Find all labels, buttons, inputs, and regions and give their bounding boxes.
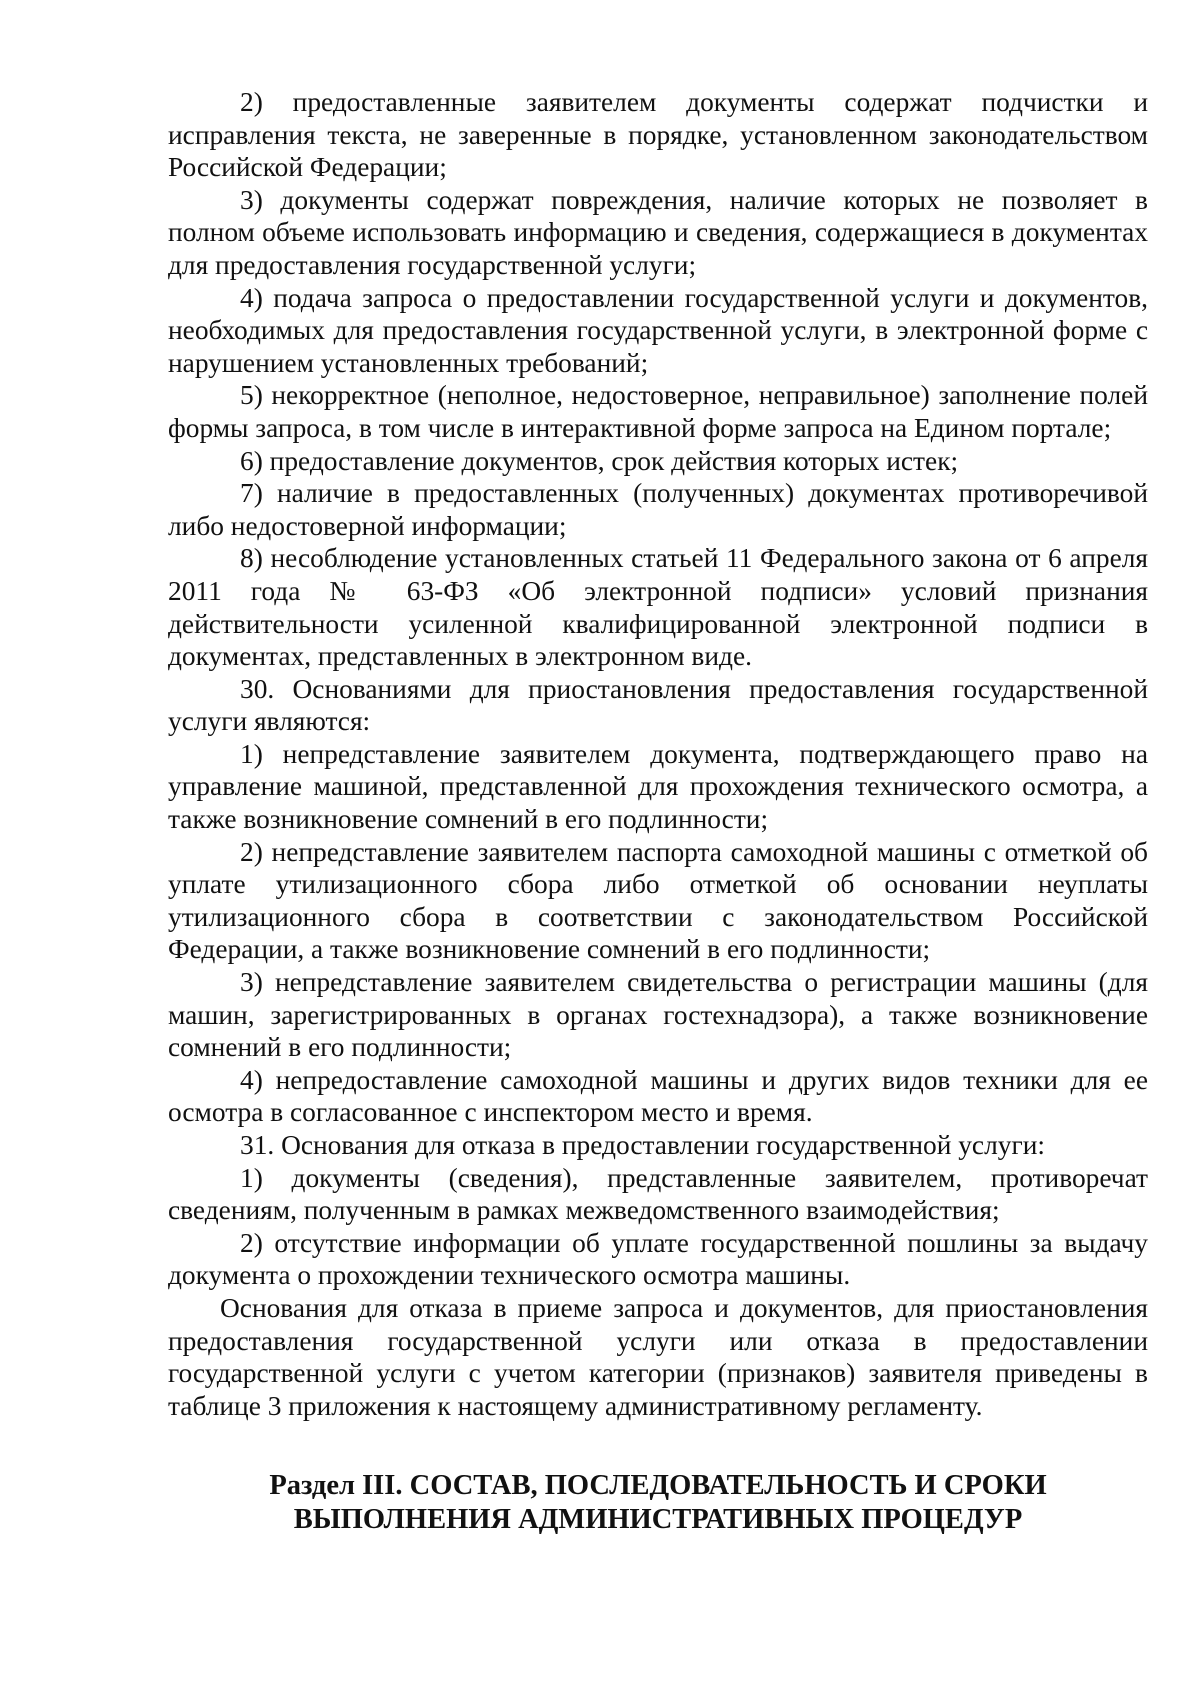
paragraph-clause-30-item-3: 3) непредставление заявителем свидетельства о регистрации машины (для машин, зарегистрированных в органах гостехнадзора), а также возникновение сомнений в его подлинности;: [168, 967, 1148, 1063]
paragraph-clause-30: 30. Основаниями для приостановления предоставления государственной услуги являются:: [168, 673, 1148, 737]
paragraph-item-7: 7) наличие в предоставленных (полученных) документах противоречивой либо недостоверной информации;: [168, 478, 1148, 541]
paragraph-clause-31-item-1: 1) документы (сведения), представленные заявителем, противоречат сведениям, полученным в рамках межведомственного взаимодействия;: [168, 1162, 1148, 1226]
paragraph-item-2: 2) предоставленные заявителем документы содержат подчистки и исправления текста, не заверенные в порядке, установленном законодательством Российской Федерации;: [168, 87, 1148, 183]
paragraph-item-6: 6) предоставление документов, срок действия которых истек;: [240, 445, 959, 476]
paragraph-refusal-grounds: Основания для отказа в приеме запроса и документов, для приостановления предоставления государственной услуги или отказа в предоставлении государственной услуги с учетом категории (признаков) заявителя приведены в таблице 3 приложения к настоящему административному регламенту.: [168, 1292, 1148, 1421]
paragraph-clause-30-item-4: 4) непредоставление самоходной машины и других видов техники для ее осмотра в согласованное с инспектором место и время.: [168, 1064, 1148, 1128]
section-heading: [168, 1469, 1148, 1537]
document-body: [168, 86, 1148, 1422]
paragraph-clause-30-item-1: 1) непредставление заявителем документа, подтверждающего право на управление машиной, представленной для прохождения технического осмотра, а также возникновение сомнений в его подлинности;: [168, 738, 1148, 835]
paragraph-item-4: 4) подача запроса о предоставлении государственной услуги и документов, необходимых для предоставления государственной услуги, в электронной форме с нарушением установленных требований;: [168, 282, 1148, 378]
section-heading-line-1: Раздел III. СОСТАВ, ПОСЛЕДОВАТЕЛЬНОСТЬ И СРОКИ: [269, 1470, 1047, 1501]
paragraph-item-8: 8) несоблюдение установленных статьей 11 Федерального закона от 6 апреля 2011 года № 63-ФЗ «Об электронной подписи» условий признания действительности усиленной квалифицированной электронной подписи в документах, представленных в электронном виде.: [168, 543, 1148, 672]
paragraph-item-3: 3) документы содержат повреждения, наличие которых не позволяет в полном объеме использовать информацию и сведения, содержащиеся в документах для предоставления государственной услуги;: [168, 184, 1148, 280]
paragraph-clause-31: 31. Основания для отказа в предоставлении государственной услуги:: [240, 1130, 1045, 1160]
paragraph-item-5: 5) некорректное (неполное, недостоверное, неправильное) заполнение полей формы запроса, в том числе в интерактивной форме запроса на Едином портале;: [168, 380, 1148, 443]
paragraph-clause-31-item-2: 2) отсутствие информации об уплате государственной пошлины за выдачу документа о прохождении технического осмотра машины.: [168, 1227, 1148, 1291]
section-heading-line-2: ВЫПОЛНЕНИЯ АДМИНИСТРАТИВНЫХ ПРОЦЕДУР: [293, 1504, 1023, 1535]
paragraph-clause-30-item-2: 2) непредставление заявителем паспорта самоходной машины с отметкой об уплате утилизационного сбора либо отметкой об основании неуплаты утилизационного сбора в соответствии с законодательством Российской Федерации, а также возникновение сомнений в его подлинности;: [168, 836, 1148, 965]
